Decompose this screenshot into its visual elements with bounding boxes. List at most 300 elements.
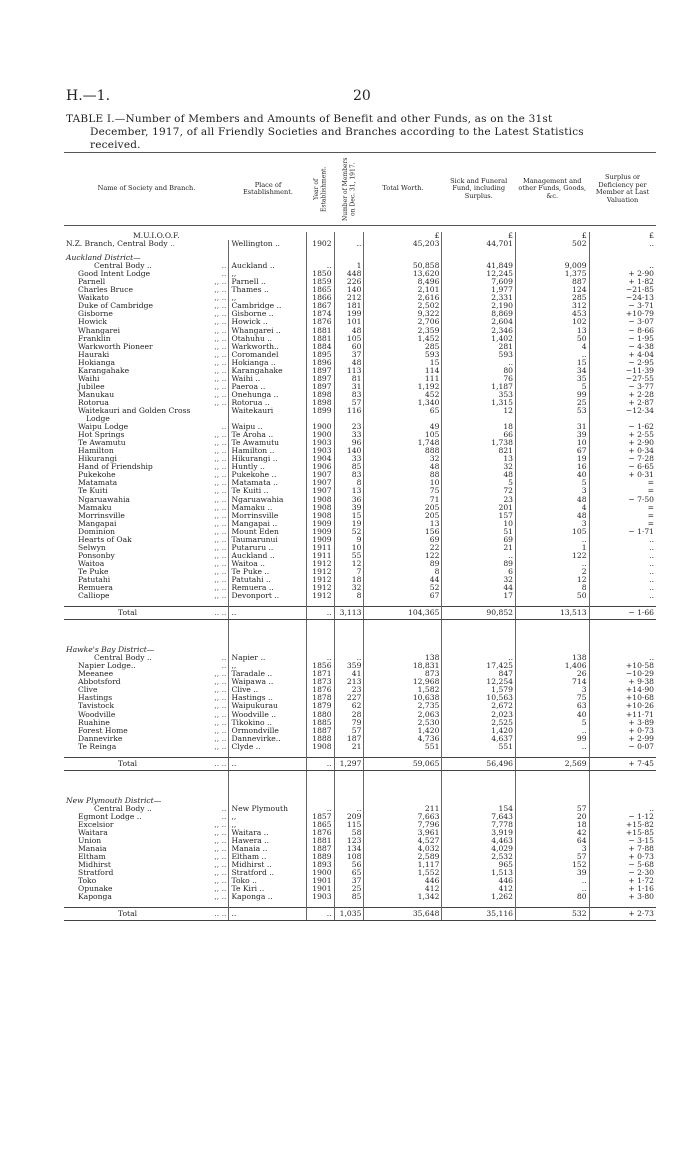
row-total-worth: 2,101 xyxy=(364,286,442,294)
row-year: 1908 xyxy=(307,504,334,512)
row-surplus: − 7·28 xyxy=(589,455,656,463)
row-members: 57 xyxy=(334,399,364,407)
row-name: Excelsior ,, .. xyxy=(78,819,227,829)
row-place: Howick .. xyxy=(229,318,307,326)
row-members: 28 xyxy=(334,711,364,719)
row-total-worth: 111 xyxy=(364,375,442,383)
row-management: 13 xyxy=(515,327,589,335)
row-members: 33 xyxy=(334,455,364,463)
row-members: 448 xyxy=(334,270,364,278)
row-place: Whangarei .. xyxy=(229,327,307,335)
col-members: Number of Members on Dec. 31, 1917. xyxy=(334,153,364,226)
row-members: 23 xyxy=(334,686,364,694)
row-place: Patutahi .. xyxy=(229,576,307,584)
row-surplus: − 7·50 xyxy=(589,496,656,504)
title-line-3: received. xyxy=(90,139,141,151)
row-surplus: − 3·71 xyxy=(589,302,656,310)
row-place: Te Aroha .. xyxy=(229,431,307,439)
row-total-worth: 114 xyxy=(364,367,442,375)
row-year: 1874 xyxy=(307,310,334,318)
row-members: 8 xyxy=(334,592,364,600)
row-year: 1900 xyxy=(307,431,334,439)
row-sick-fund: 69 xyxy=(442,536,516,544)
row-management: 26 xyxy=(515,670,589,678)
row-surplus: − 1·62 xyxy=(589,423,656,431)
row-surplus: = xyxy=(589,520,656,528)
row-surplus: −10·29 xyxy=(589,670,656,678)
row-members: 48 xyxy=(334,359,364,367)
row-sick-fund: .. xyxy=(442,654,516,662)
table-row xyxy=(64,592,656,600)
row-year: 1912 xyxy=(307,576,334,584)
row-total-worth: 10 xyxy=(364,479,442,487)
row-total-worth: 13,620 xyxy=(364,270,442,278)
row-surplus: + 0·73 xyxy=(589,727,656,735)
row-year: 1901 xyxy=(307,877,334,885)
row-members: 199 xyxy=(334,310,364,318)
row-sick-fund: 72 xyxy=(442,487,516,495)
row-name: Parnell ,, .. xyxy=(78,277,227,287)
row-total-worth: 8 xyxy=(364,568,442,576)
row-name: Hearts of Oak ,, .. xyxy=(78,534,227,544)
row-surplus: .. xyxy=(589,536,656,544)
row-members: 37 xyxy=(334,877,364,885)
row-total-worth: 2,063 xyxy=(364,711,442,719)
row-sick-fund: .. xyxy=(442,359,516,367)
row-place: Manaia .. xyxy=(229,845,307,853)
row-year: 1896 xyxy=(307,359,334,367)
col-management: Management and other Funds, Goods, &c. xyxy=(515,153,589,226)
row-name: Kaponga ,, .. xyxy=(78,892,227,902)
row-management: 80 xyxy=(515,893,589,901)
row-members: 1 xyxy=(334,262,364,270)
row-place: Ormondville xyxy=(229,727,307,735)
row-total-worth: 1,192 xyxy=(364,383,442,391)
row-sick-fund: 4,463 xyxy=(442,837,516,845)
row-sick-fund: 2,346 xyxy=(442,327,516,335)
row-name: Te Puke ,, .. xyxy=(78,566,227,576)
row-members: 9 xyxy=(334,536,364,544)
row-name: Pukekohe ,, .. xyxy=(78,470,227,480)
row-name: Lodge xyxy=(86,414,110,424)
row-year: 1912 xyxy=(307,592,334,600)
row-surplus: + 1·72 xyxy=(589,877,656,885)
col-name: Name of Society and Branch. xyxy=(64,153,229,226)
row-place: Mamaku .. xyxy=(229,504,307,512)
row-surplus: .. xyxy=(589,592,656,600)
row-surplus: = xyxy=(589,512,656,520)
row-place: New Plymouth xyxy=(229,805,307,813)
row-surplus: + 3·89 xyxy=(589,719,656,727)
row-year: 1897 xyxy=(307,367,334,375)
row-name: Manaia ,, .. xyxy=(78,844,227,854)
row-name: Waitara ,, .. xyxy=(78,828,227,837)
row-year: 1898 xyxy=(307,391,334,399)
row-total-worth: 4,527 xyxy=(364,837,442,845)
row-surplus: + 2·73 xyxy=(589,908,656,921)
row-members: 10 xyxy=(334,544,364,552)
row-sick-fund: 90,852 xyxy=(442,607,516,620)
row-management: .. xyxy=(515,536,589,544)
row-surplus: +14·90 xyxy=(589,686,656,694)
row-year: .. xyxy=(307,262,334,270)
row-management: 35 xyxy=(515,375,589,383)
row-total-worth: 888 xyxy=(364,447,442,455)
row-name: N.Z. Branch, Central Body .. xyxy=(66,239,175,249)
page-number: 20 xyxy=(353,88,371,104)
row-surplus: + 0·31 xyxy=(589,471,656,479)
district-total-row xyxy=(64,757,656,770)
row-year: 1866 xyxy=(307,294,334,302)
row-place: .. xyxy=(229,757,307,770)
row-surplus: .. xyxy=(589,560,656,568)
row-name: Central Body .. .. xyxy=(94,261,227,271)
row-sick-fund: 56,496 xyxy=(442,757,516,770)
row-name: Toko ,, .. xyxy=(78,876,227,886)
row-sick-fund: 1,579 xyxy=(442,686,516,694)
row-members: .. xyxy=(334,654,364,662)
row-year: 1859 xyxy=(307,278,334,286)
row-members: 116 xyxy=(334,407,364,415)
row-place: Toko .. xyxy=(229,877,307,885)
col-place: Place of Establishment. xyxy=(229,153,307,226)
row-sick-fund: 965 xyxy=(442,861,516,869)
row-management: 57 xyxy=(515,805,589,813)
row-total-worth: 13 xyxy=(364,520,442,528)
row-year: 1856 xyxy=(307,662,334,670)
row-total-worth: 873 xyxy=(364,670,442,678)
row-place: Karangahake xyxy=(229,367,307,375)
row-surplus: + 2·90 xyxy=(589,270,656,278)
row-total-worth: 67 xyxy=(364,592,442,600)
row-members: 140 xyxy=(334,447,364,455)
row-sick-fund: 412 xyxy=(442,885,516,893)
row-members: 18 xyxy=(334,576,364,584)
row-management: 18 xyxy=(515,821,589,829)
row-sick-fund: 593 xyxy=(442,351,516,359)
row-name: Opunake ,, .. xyxy=(78,884,227,894)
row-surplus: .. xyxy=(589,262,656,270)
row-members: 123 xyxy=(334,837,364,845)
row-total-worth: 89 xyxy=(364,560,442,568)
row-sick-fund: 154 xyxy=(442,805,516,813)
row-surplus: + 2·99 xyxy=(589,735,656,743)
row-members: 209 xyxy=(334,813,364,821)
row-surplus: +10·58 xyxy=(589,662,656,670)
row-year: 1897 xyxy=(307,375,334,383)
row-place: Hastings .. xyxy=(229,694,307,702)
row-sick-fund: 157 xyxy=(442,512,516,520)
row-sick-fund: 1,513 xyxy=(442,869,516,877)
row-members: 48 xyxy=(334,327,364,335)
row-total-worth: 18,831 xyxy=(364,662,442,670)
row-place: Cambridge .. xyxy=(229,302,307,310)
row-place: Rotorua .. xyxy=(229,399,307,407)
row-surplus: − 8·66 xyxy=(589,327,656,335)
row-management: 2,569 xyxy=(515,757,589,770)
row-place: Taradale .. xyxy=(229,670,307,678)
row-total-worth: 32 xyxy=(364,455,442,463)
row-management: 40 xyxy=(515,471,589,479)
row-year: 1903 xyxy=(307,893,334,901)
row-surplus: − 5·68 xyxy=(589,861,656,869)
row-total-worth: 104,365 xyxy=(364,607,442,620)
report-code: H.—1. xyxy=(66,88,111,104)
row-total-worth: 3,961 xyxy=(364,829,442,837)
row-management: 31 xyxy=(515,423,589,431)
row-management: 48 xyxy=(515,512,589,520)
row-place: Waipukurau xyxy=(229,702,307,710)
row-sick-fund: 23 xyxy=(442,496,516,504)
row-name: Ponsonby ,, .. xyxy=(78,550,227,560)
row-place: Coromandel xyxy=(229,351,307,359)
row-total-worth: 2,530 xyxy=(364,719,442,727)
row-year: 1865 xyxy=(307,286,334,294)
row-members: 108 xyxy=(334,853,364,861)
row-surplus: − 3·77 xyxy=(589,383,656,391)
district-name: Auckland District— xyxy=(66,253,141,263)
row-members: 32 xyxy=(334,584,364,592)
row-place: .. xyxy=(229,607,307,620)
row-year: 1908 xyxy=(307,743,334,751)
row-name: Total .. .. xyxy=(64,757,229,770)
row-sick-fund: 35,116 xyxy=(442,908,516,921)
row-management: 64 xyxy=(515,837,589,845)
row-members: 105 xyxy=(334,335,364,343)
row-name: Total .. .. xyxy=(64,607,229,620)
row-name: Central Body .. .. xyxy=(94,803,227,813)
row-place: Waihi .. xyxy=(229,375,307,383)
row-sick-fund: 1,262 xyxy=(442,893,516,901)
row-place: Morrinsville xyxy=(229,512,307,520)
row-year: 1876 xyxy=(307,318,334,326)
row-total-worth: 52 xyxy=(364,584,442,592)
row-year: 1895 xyxy=(307,351,334,359)
row-management: 63 xyxy=(515,702,589,710)
row-management: 152 xyxy=(515,861,589,869)
row-sick-fund: 847 xyxy=(442,670,516,678)
row-name: Hot Springs ,, .. xyxy=(78,430,227,440)
row-place: Clyde .. xyxy=(229,743,307,751)
row-management: 8 xyxy=(515,584,589,592)
row-total-worth: 1,340 xyxy=(364,399,442,407)
row-members: 81 xyxy=(334,375,364,383)
row-place: Matamata .. xyxy=(229,479,307,487)
row-members: 7 xyxy=(334,568,364,576)
row-management: 102 xyxy=(515,318,589,326)
row-surplus: + 2·28 xyxy=(589,391,656,399)
row-management: 887 xyxy=(515,278,589,286)
row-members: 31 xyxy=(334,383,364,391)
row-year: .. xyxy=(307,805,334,813)
row-members: 1,035 xyxy=(334,908,364,921)
row-total-worth: 1,748 xyxy=(364,439,442,447)
row-members: 58 xyxy=(334,829,364,837)
row-total-worth: 22 xyxy=(364,544,442,552)
row-place: Te Awamutu xyxy=(229,439,307,447)
row-sick-fund: 1,420 xyxy=(442,727,516,735)
table-title xyxy=(66,113,654,152)
row-members: 52 xyxy=(334,528,364,536)
district-total-row xyxy=(64,607,656,620)
row-year: 1900 xyxy=(307,423,334,431)
row-members: 113 xyxy=(334,367,364,375)
row-place: Auckland .. xyxy=(229,552,307,560)
row-name: Stratford ,, .. xyxy=(78,868,227,878)
row-name: Woodville ,, .. xyxy=(78,709,227,719)
row-total-worth: 1,342 xyxy=(364,893,442,901)
row-place: Dannevirke.. xyxy=(229,735,307,743)
friendly-societies-table xyxy=(64,152,656,921)
row-total-worth: 69 xyxy=(364,536,442,544)
row-sick-fund: 446 xyxy=(442,877,516,885)
row-management: 124 xyxy=(515,286,589,294)
row-year: 1912 xyxy=(307,584,334,592)
row-year: 1903 xyxy=(307,439,334,447)
row-members: 60 xyxy=(334,343,364,351)
row-place: Eltham .. xyxy=(229,853,307,861)
row-surplus: .. xyxy=(589,805,656,813)
row-sick-fund: 17,425 xyxy=(442,662,516,670)
row-management: .. xyxy=(515,885,589,893)
row-year: 1893 xyxy=(307,861,334,869)
row-management: 2 xyxy=(515,568,589,576)
row-surplus: .. xyxy=(589,568,656,576)
row-place: Clive .. xyxy=(229,686,307,694)
row-year: 1912 xyxy=(307,568,334,576)
row-place: Thames .. xyxy=(229,286,307,294)
row-name: Union ,, .. xyxy=(78,836,227,846)
row-sick-fund: 821 xyxy=(442,447,516,455)
row-sick-fund: 551 xyxy=(442,743,516,751)
row-year: 1885 xyxy=(307,719,334,727)
row-management: .. xyxy=(515,743,589,751)
row-surplus: −24·13 xyxy=(589,294,656,302)
row-total-worth: 59,065 xyxy=(364,757,442,770)
row-name: Franklin ,, .. xyxy=(78,333,227,343)
row-year: 1909 xyxy=(307,520,334,528)
row-place: Hokianga .. xyxy=(229,359,307,367)
district-name: Hawke's Bay District— xyxy=(66,645,155,655)
row-members: 56 xyxy=(334,861,364,869)
row-members: .. xyxy=(334,805,364,813)
row-total-worth: 156 xyxy=(364,528,442,536)
row-place: Waipawa .. xyxy=(229,678,307,686)
row-name: Waitekauri and Golden Cross xyxy=(78,405,191,415)
row-total-worth: 1,552 xyxy=(364,869,442,877)
row-members: 41 xyxy=(334,670,364,678)
row-sick-fund: 2,604 xyxy=(442,318,516,326)
row-total-worth: 2,359 xyxy=(364,327,442,335)
row-members: 13 xyxy=(334,487,364,495)
row-surplus: + 1·16 xyxy=(589,885,656,893)
table-row xyxy=(64,743,656,751)
row-management: 122 xyxy=(515,552,589,560)
row-year: 1907 xyxy=(307,487,334,495)
row-management: 13,513 xyxy=(515,607,589,620)
row-name: Hand of Friendship ,, .. xyxy=(78,462,227,472)
row-members: 36 xyxy=(334,496,364,504)
row-sick-fund: 201 xyxy=(442,504,516,512)
row-members: 3,113 xyxy=(334,607,364,620)
row-total-worth: 48 xyxy=(364,463,442,471)
row-management: 1,375 xyxy=(515,270,589,278)
row-sick-fund: 41,849 xyxy=(442,262,516,270)
row-management: 53 xyxy=(515,407,589,415)
row-place: Woodville .. xyxy=(229,711,307,719)
row-surplus: + 2·90 xyxy=(589,439,656,447)
row-sick-fund: 1,402 xyxy=(442,335,516,343)
row-year: 1881 xyxy=(307,327,334,335)
row-management: 4 xyxy=(515,504,589,512)
row-management: 138 xyxy=(515,654,589,662)
row-place: Mount Eden xyxy=(229,528,307,536)
row-management: 99 xyxy=(515,391,589,399)
col-surplus: Surplus or Deficiency per Member at Last Valuation xyxy=(589,153,656,226)
row-year: 1867 xyxy=(307,302,334,310)
row-members: 83 xyxy=(334,471,364,479)
row-year: 1888 xyxy=(307,735,334,743)
row-name: Central Body .. .. xyxy=(94,653,227,663)
row-sick-fund: 48 xyxy=(442,471,516,479)
row-total-worth: 446 xyxy=(364,877,442,885)
row-name: Hokianga ,, .. xyxy=(78,357,227,367)
row-year: 1900 xyxy=(307,869,334,877)
row-place: ,, xyxy=(229,270,307,278)
row-place: Warkworth.. xyxy=(229,343,307,351)
row-place: Napier .. xyxy=(229,654,307,662)
row-year: 1912 xyxy=(307,560,334,568)
row-surplus: − 1·12 xyxy=(589,813,656,821)
row-management: 3 xyxy=(515,686,589,694)
row-year: 1908 xyxy=(307,496,334,504)
row-management: 40 xyxy=(515,711,589,719)
row-sick-fund: 7,609 xyxy=(442,278,516,286)
row-sick-fund: 4,637 xyxy=(442,735,516,743)
row-surplus: .. xyxy=(589,584,656,592)
society-name-row: M.U.I.O.O.F. £ £ £ £ xyxy=(64,232,656,240)
row-members: 181 xyxy=(334,302,364,310)
row-place: Parnell .. xyxy=(229,278,307,286)
row-surplus: +15·85 xyxy=(589,829,656,837)
row-surplus: = xyxy=(589,504,656,512)
row-management: 50 xyxy=(515,592,589,600)
row-sick-fund: 80 xyxy=(442,367,516,375)
row-members: 79 xyxy=(334,719,364,727)
row-management: 42 xyxy=(515,829,589,837)
row-place: Waitekauri xyxy=(229,407,307,415)
row-name: Matamata ,, .. xyxy=(78,478,227,488)
row-management: 10 xyxy=(515,439,589,447)
row-name: Te Awamutu ,, .. xyxy=(78,438,227,448)
row-surplus: +10·68 xyxy=(589,694,656,702)
row-total-worth: 7,796 xyxy=(364,821,442,829)
row-year: 1881 xyxy=(307,837,334,845)
row-surplus: = xyxy=(589,479,656,487)
row-surplus: +15·82 xyxy=(589,821,656,829)
row-total-worth: 44 xyxy=(364,576,442,584)
row-surplus: + 2·55 xyxy=(589,431,656,439)
row-surplus: .. xyxy=(589,552,656,560)
row-place: ,, xyxy=(229,813,307,821)
row-name: Mamaku ,, .. xyxy=(78,502,227,512)
row-name: Manukau ,, .. xyxy=(78,389,227,399)
row-name: Morrinsville ,, .. xyxy=(78,510,227,520)
row-year: 1898 xyxy=(307,399,334,407)
row-name: Midhirst ,, .. xyxy=(78,860,227,870)
row-name: Patutahi ,, .. xyxy=(78,574,227,584)
row-management: 19 xyxy=(515,455,589,463)
